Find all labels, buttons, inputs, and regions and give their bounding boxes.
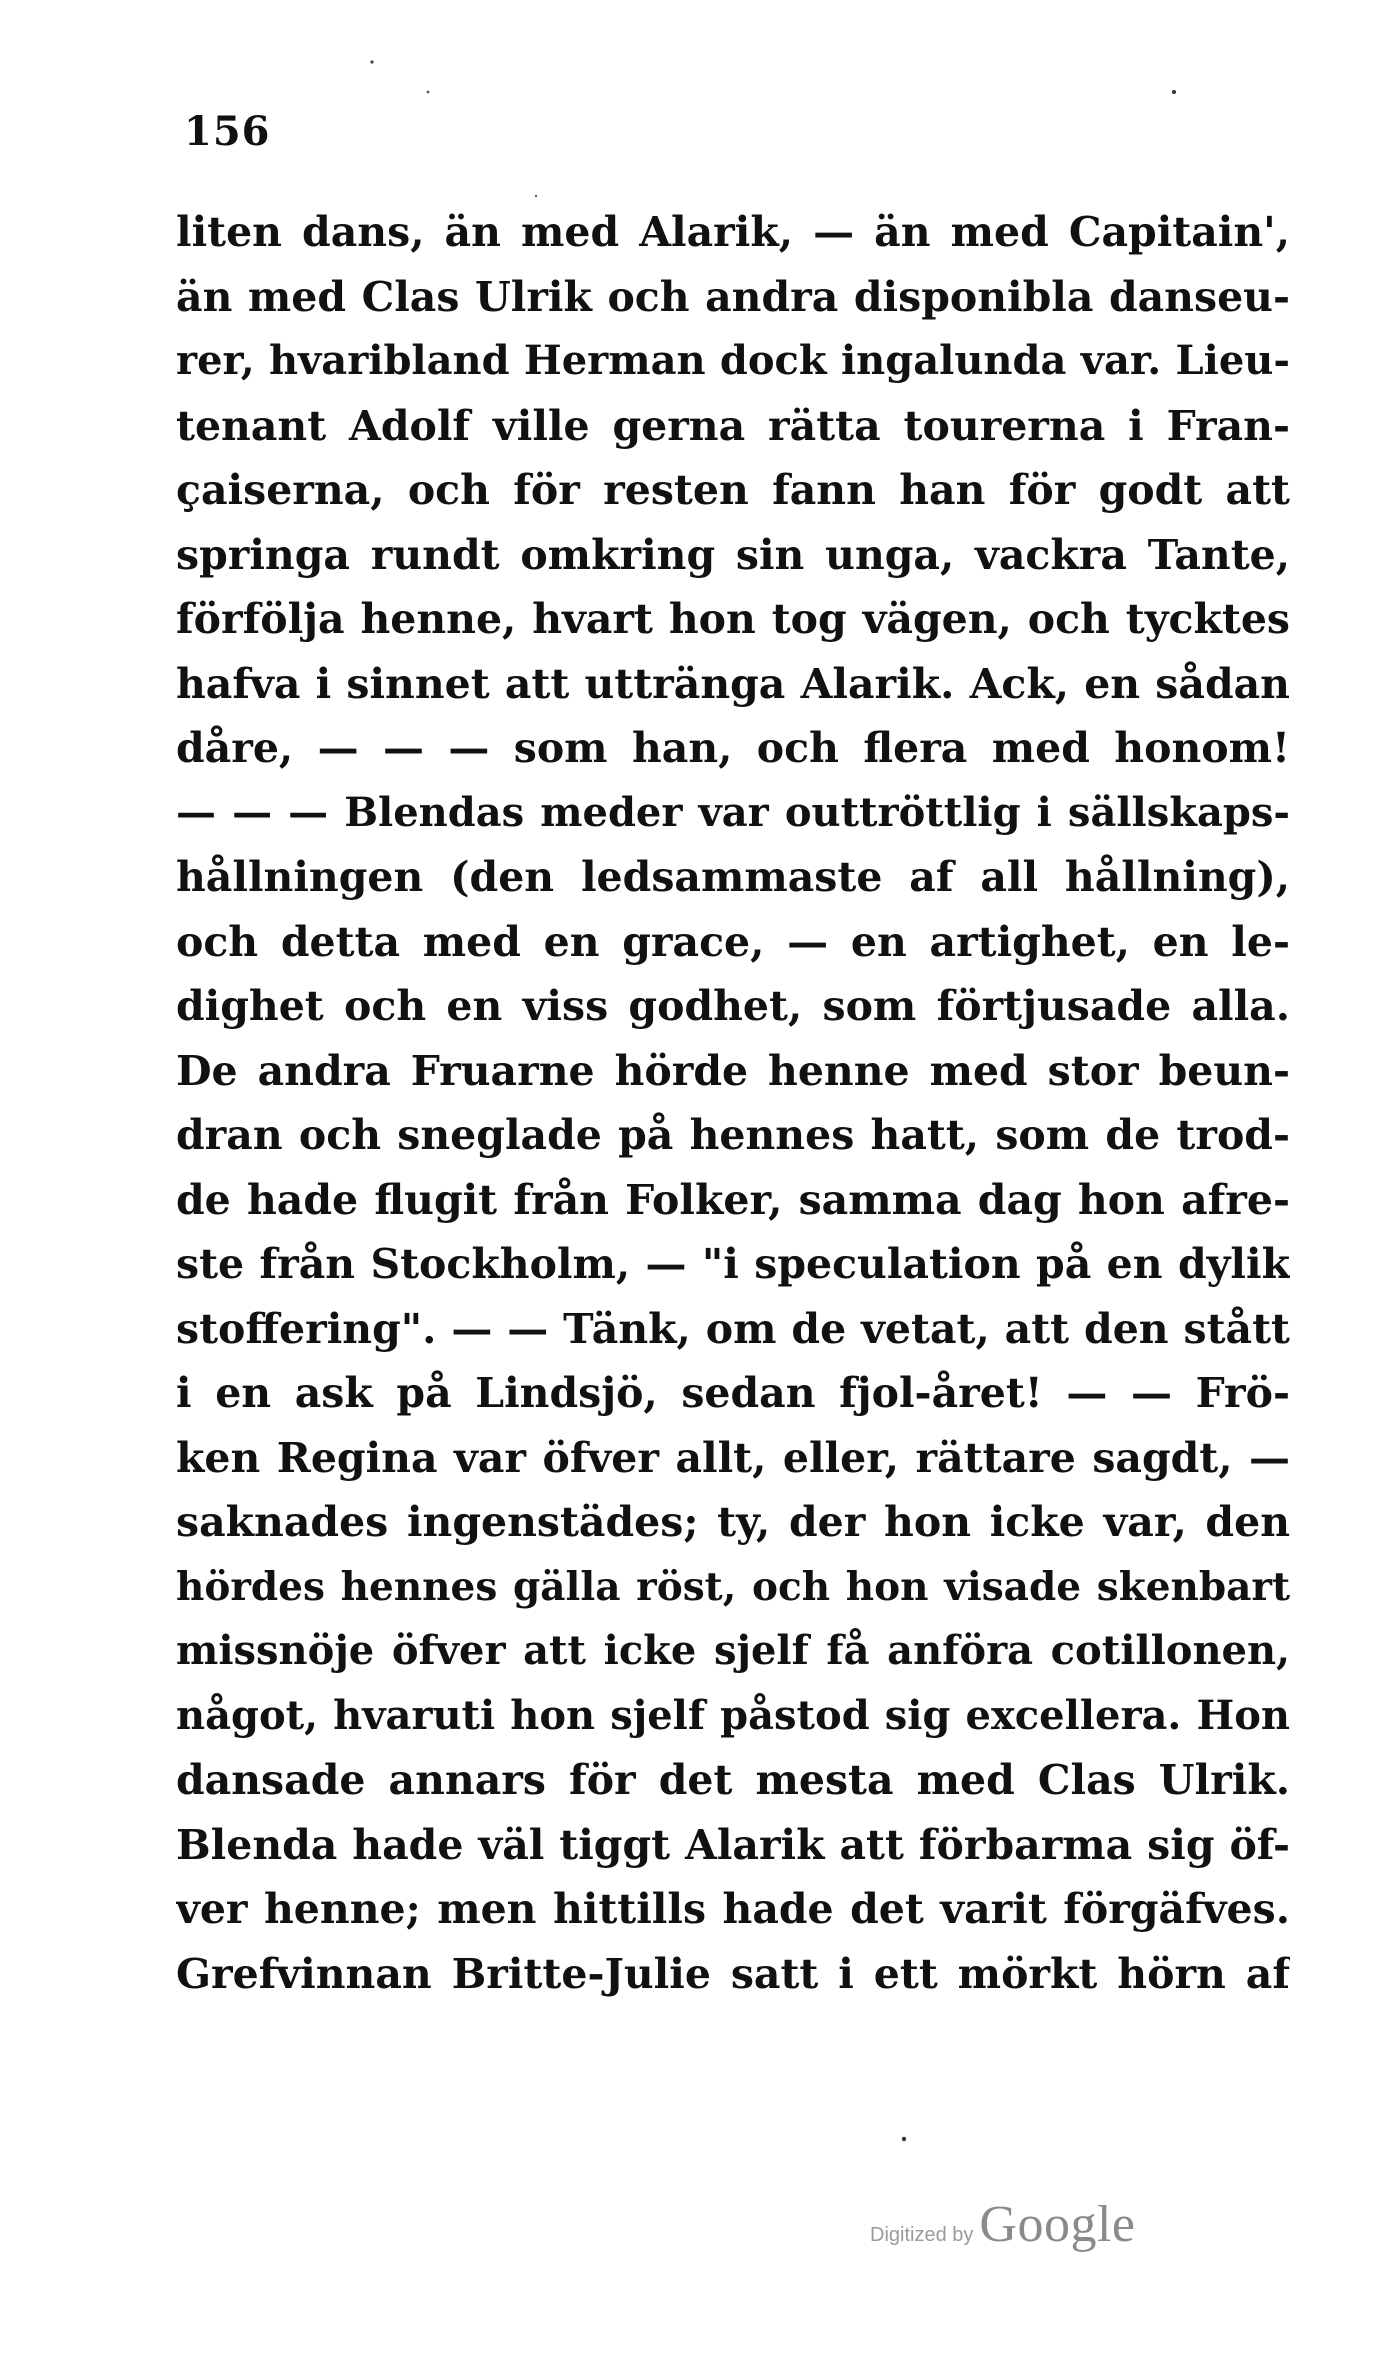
text-line: rer, hvaribland Herman dock ingalunda var. Lieu- (176, 337, 1290, 384)
text-line: och detta med en grace, — en artighet, en le- (176, 917, 1290, 966)
text-line: çaiserna, och för resten fann han för godt att (176, 466, 1290, 514)
text-line: ste från Stockholm, — "i speculation på en dylik (176, 1240, 1290, 1288)
text-line: saknades ingenstädes; ty, der hon icke var, den (176, 1498, 1290, 1546)
google-logo: Google (979, 2196, 1136, 2253)
text-line: De andra Fruarne hörde henne med stor beun- (176, 1046, 1290, 1095)
text-line: dighet och en viss godhet, som förtjusade alla. (176, 982, 1290, 1030)
text-line: hafva i sinnet att uttränga Alarik. Ack, en sådan (176, 659, 1290, 708)
text-line: stoffering". — — Tänk, om de vetat, att den stått (176, 1304, 1290, 1353)
body-text (176, 200, 1290, 2006)
text-line: tenant Adolf ville gerna rätta tourerna i Fran- (176, 401, 1290, 450)
text-line: — — — Blendas meder var outtröttlig i sällskaps- (176, 788, 1290, 836)
text-line: liten dans, än med Alarik, — än med Capitain', (176, 208, 1290, 256)
text-line: något, hvaruti hon sjelf påstod sig excellera. Hon (176, 1691, 1290, 1739)
text-line: de hade flugit från Folker, samma dag hon afre- (176, 1175, 1290, 1224)
digitized-by-google-watermark (870, 2195, 1135, 2254)
page-number: 156 (184, 108, 271, 155)
text-line: Blenda hade väl tiggt Alarik att förbarma sig öf- (176, 1820, 1290, 1869)
text-line: ken Regina var öfver allt, eller, rättare sagdt, — (176, 1433, 1290, 1482)
text-line: dansade annars för det mesta med Clas Ulrik. (176, 1756, 1290, 1804)
text-line: springa rundt omkring sin unga, vackra Tante, (176, 530, 1290, 579)
text-line: hållningen (den ledsammaste af all hållning), (176, 853, 1290, 901)
digitized-label: Digitized by (870, 2224, 974, 2246)
text-line: i en ask på Lindsjö, sedan fjol-året! — — Frö- (176, 1369, 1290, 1417)
text-line: hördes hennes gälla röst, och hon visade skenbart (176, 1563, 1290, 1610)
text-line: än med Clas Ulrik och andra disponibla danseu- (176, 272, 1290, 321)
text-line: ver henne; men hittills hade det varit förgäfves. (176, 1885, 1290, 1933)
text-line: dran och sneglade på hennes hatt, som de trod- (176, 1111, 1290, 1159)
text-line: dåre, — — — som han, och flera med honom! (176, 724, 1290, 772)
text-line: missnöje öfver att icke sjelf få anföra cotillonen, (176, 1627, 1290, 1674)
text-line: förfölja henne, hvart hon tog vägen, och tycktes (176, 595, 1290, 643)
text-line: Grefvinnan Britte-Julie satt i ett mörkt hörn af (176, 1949, 1290, 1998)
